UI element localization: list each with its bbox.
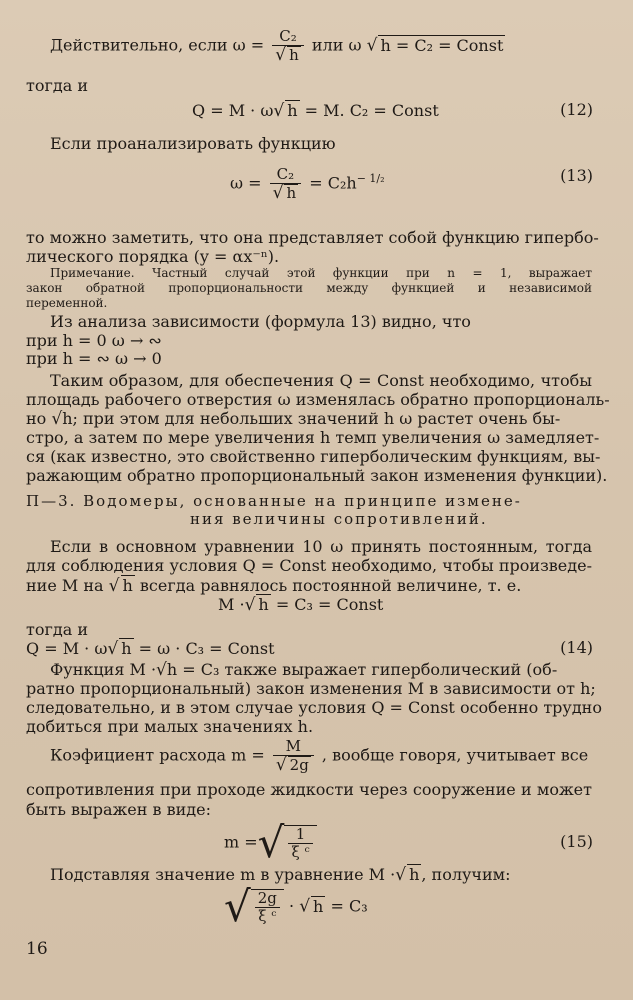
sqrt-sign: √ <box>107 639 119 659</box>
text-line: ся (как известно, это свойственно гиперболическим функциям, вы- <box>26 447 601 466</box>
text: или ω <box>311 35 362 55</box>
sqrt-sign: √ <box>275 755 287 775</box>
section-heading: ния величины сопротивлений. <box>190 510 488 528</box>
fraction: $\frac{M}{√ 2g}$ <box>273 738 314 774</box>
sqrt-sign: √ <box>275 45 287 65</box>
text-line: при h = 0 ω → ∾ <box>26 331 162 350</box>
sqrt-sign: √ <box>395 865 407 885</box>
text-line: для соблюдения условия Q = Const необходимо, чтобы произведе- <box>26 556 592 575</box>
text-line: ражающим обратно пропорциональный закон изменения функции). <box>26 466 608 485</box>
equation-14: Q = M · ω√ h = ω · C₃ = Const <box>26 639 275 659</box>
text-line: Из анализа зависимости (формула 13) видно, что <box>50 312 471 331</box>
equation-number: (12) <box>560 100 593 119</box>
sqrt-sign: √ <box>257 818 285 867</box>
text-line: быть выражен в виде: <box>26 800 211 819</box>
text-line: тогда и <box>26 620 89 639</box>
equation-12: Q = M · ω√ h = M. C₂ = Const <box>192 101 439 121</box>
fraction: $\frac{2g}{\text{ξ ᶜ}}$ <box>255 890 280 925</box>
text-line: Действительно, если ω = $\frac{\text{C₂}}{√ h}$ или ω √ h = C₂ = Const <box>50 27 504 65</box>
text-line: тогда и <box>26 76 89 95</box>
text-line: Если проанализировать функцию <box>50 134 336 153</box>
sqrt-sign: √ <box>156 660 167 680</box>
text-line: ние M на √ h всегда равнялось постоянной величине, т. е. <box>26 576 522 596</box>
equation-15: m =√ $\frac{1}{\text{ξ ᶜ}}$ <box>224 822 317 864</box>
section-heading: П—3. Водомеры, основанные на принципе измене- <box>26 492 522 510</box>
text-line: при h = ∾ ω → 0 <box>26 349 162 368</box>
sqrt-sign: √ <box>273 101 285 121</box>
text-line: стро, а затем по мере увеличения h темп увеличения ω замедляет- <box>26 428 600 447</box>
sqrt-sign: √ <box>366 35 378 56</box>
fraction: $\frac{\text{C₂}}{√ h}$ <box>272 28 304 64</box>
text-line: лического порядка (y = αx⁻ⁿ). <box>26 247 280 266</box>
note-line: Примечание. Частный случай этой функции при n = 1, выражает <box>50 266 592 280</box>
final-equation: √ $\frac{2g}{\text{ξ ᶜ}}$ · √ h = C₃ <box>224 882 368 931</box>
text-line: ратно пропорциональный) закон изменения M в зависимости от h; <box>26 679 596 698</box>
text-line: добиться при малых значениях h. <box>26 717 314 736</box>
equation-m: M ·√ h = C₃ = Const <box>218 595 384 615</box>
text-line: Коэфициент расхода m = $\frac{M}{√ 2g}$ , вообще говоря, учитывает все <box>50 737 589 775</box>
note-line: переменной. <box>26 296 108 310</box>
sqrt-sign: √ <box>224 882 251 931</box>
text-line: но √h; при этом для небольших значений h ω растет очень бы- <box>26 409 561 429</box>
sqrt-sign: √ <box>244 595 256 615</box>
equation-number: (13) <box>560 166 593 185</box>
text-line: Если в основном уравнении 10 ω принять постоянным, тогда <box>50 537 592 556</box>
equation-number: (15) <box>560 832 593 851</box>
page-number: 16 <box>26 939 48 959</box>
text-line: следовательно, и в этом случае условия Q = Const особенно трудно <box>26 698 602 717</box>
note-line: закон обратной пропорциональности между функцией и независимой <box>26 281 592 295</box>
sqrt-sign: √ <box>299 896 311 917</box>
text-line: Таким образом, для обеспечения Q = Const необходимо, чтобы <box>50 371 592 390</box>
fraction: $\frac{\text{C₂}}{√ h}$ <box>270 166 302 202</box>
sqrt-sign: √ <box>51 409 63 429</box>
equation-number: (14) <box>560 638 593 657</box>
text-line: площадь рабочего отверстия ω изменялась обратно пропорциональ- <box>26 390 610 409</box>
fraction: $\frac{1}{\text{ξ ᶜ}}$ <box>288 826 312 861</box>
text-line: сопротивления при проходе жидкости через сооружение и может <box>26 780 592 799</box>
text-line: Функция M ·√h = C₃ также выражает гиперболический (об- <box>50 660 558 680</box>
sqrt-sign: √ <box>108 576 120 596</box>
text: Действительно, если ω = <box>50 35 265 55</box>
sqrt-sign: √ <box>272 183 284 203</box>
text-line: то можно заметить, что она представляет собой функцию гипербо- <box>26 228 599 247</box>
text-line: Подставляя значение m в уравнение M ·√ h , получим: <box>50 865 511 885</box>
equation-13: ω = $\frac{\text{C₂}}{√ h}$ = $C_2h^{- 1/_2}$ <box>230 165 385 203</box>
